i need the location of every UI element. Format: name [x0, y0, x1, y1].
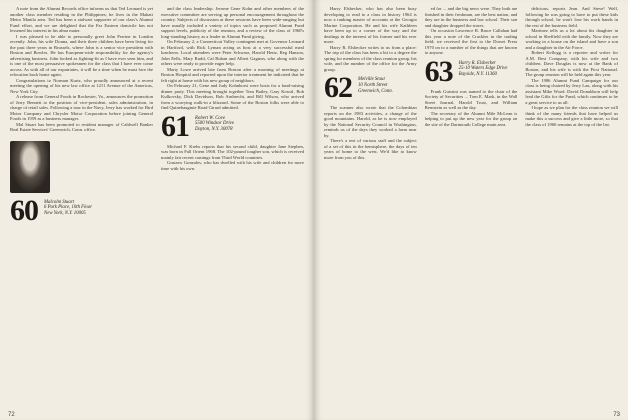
- left-page-column-2: [161, 6, 304, 408]
- paragraph: Michael F. Krebs reports that his second child, daughter Jane Stephen, was born in Fall Orient 1968. The 102-pound tougher son, which is received mainly fair recent comings from Third World countries.: [161, 143, 304, 160]
- class-entry-62: [324, 71, 417, 104]
- secretary-name: Harry R. Elsbecker: [458, 60, 496, 66]
- class-address: [44, 198, 92, 217]
- column-text: [525, 6, 618, 127]
- paragraph: Gustavo Gonzales, who has dwelled with his wife and children for more time with his own.: [161, 160, 304, 171]
- page-number-right: 73: [613, 412, 620, 418]
- secretary-name: Melville Stout: [358, 77, 385, 82]
- paragraph: Congratulations to Norman Kurtz, who proudly announced at a recent meeting the opening of his new law office at 1211 Avenue of the Americas, New York City.: [10, 77, 153, 94]
- right-page-column-3: [525, 6, 618, 408]
- paragraph: There's a rest of various staff and the subject of a set of this in the hemisphere, the days of ten years of home to the west. We'd like to know more from you of this.: [324, 138, 417, 160]
- address-line-1: 5500 Windsor Drive: [195, 121, 234, 127]
- class-address: [195, 114, 234, 133]
- paragraph: Harry R. Elsbecker writes to us from a place: The trip of the class has been a bit to a degree the spring for members of the class reunion group, his wife, and the number of the office for the Army group.: [324, 44, 417, 72]
- address-line-1: 25-10 Waters Edge Drive: [458, 66, 508, 72]
- address-line-1: 10 North Street: [358, 82, 388, 88]
- class-address: [459, 59, 508, 78]
- paragraph: I hope as we plan for the class reunion we will think of the many friends that have helped us make this a success and give a little more, so that the class of 1960 remains at the top of the list.: [525, 105, 619, 127]
- address-line-2: Bayside, N.Y. 11360: [458, 72, 497, 78]
- left-page-column-1: [10, 6, 153, 408]
- class-number: 62: [324, 71, 352, 104]
- right-page: [314, 0, 628, 420]
- column-text: [324, 6, 417, 72]
- address-line-2: New York, N.Y. 10005: [44, 211, 86, 217]
- paragraph: Marty Lowe arrived late from Boston after a morning of meetings at Boston Hospital and reported upon the interior treatment he indicated that he felt right at home with his new group of neighbors.: [161, 66, 304, 83]
- class-number: 63: [424, 54, 453, 88]
- class-entry-60: [10, 193, 153, 227]
- secretary-name: Malcolm Stuart: [44, 199, 74, 205]
- paragraph: Martinez tells us a lot about his daughter in school in Sheffield with the family. Now they are working in a house on the island and have a son and a daughter in the Air Force.: [525, 28, 619, 50]
- paragraph: On February 21, Gene and Judy Kohnhorst were hosts for a fund-raising dinner party. This meeting brought together Tom Bailey, Gary Kowal, Bob Kulkovsky, Dick Davidson, Bob Arnbrecht, and Bill Wilson, who arrived from a worrying walk-in a blizzard. Some of the Boston folks were able to find Quinebaugmie Road Girard admitted.: [161, 83, 304, 110]
- paragraph: A release from General Foods in Rochester, Va., announces the promotion of Jerry Bennett to the position of vice-president, sales administration, in charge of retail sales. Following a tour in the Navy, Jerry has worked for Bird Motor Company and Chrysler Motor Corporation before joining General Foods in 1959 as a business manager.: [10, 94, 153, 121]
- paragraph: The scanner also wrote that the Colombian reports on the 1983 activities, a change of the good mountains. Harold, as he is now employed by the National Security Council in Washington, reminds us of the days they worked a farm near by.: [324, 105, 417, 138]
- column-text: [425, 6, 518, 56]
- paragraph: On occasion Lawrence R. Bruce Callahan had this year a note of the Crackles in the trading field; we received the first to the Dorset Press 1970 on to a number of the things that are known to anyone.: [424, 28, 518, 55]
- class-entry-63: [424, 54, 518, 88]
- column-text: [161, 6, 304, 111]
- paragraph: Mal Stuart has been promoted to resident manager of Caldwell Banker Real Estate Services' Greenwich, Conn. office.: [10, 121, 153, 132]
- paragraph: Robert Kellogg is a reporter and writer for A.M. Best Company, with his wife and two children. Dave Douglas is now at the Bank of Boston, and his wife is with the First National. The group reunion will be held again this year.: [525, 50, 619, 77]
- address-line-2: Greenwich, Conn.: [358, 88, 393, 94]
- right-page-column-2: [425, 6, 518, 408]
- secretary-name: Robert W. Cove: [195, 115, 226, 121]
- column-text: [425, 89, 518, 128]
- paragraph: delicious, reports Jean. And Steve! Well, following he was going to have to put these kids through school, he won't lose his work hands in the rest of the business field.: [525, 6, 619, 28]
- column-text: [10, 6, 153, 133]
- class-number: 61: [161, 109, 189, 143]
- paragraph: On February 2, a Connecticut Valley contingent met at Governor Leonard in Hartford, with Rick Lyman acting as host at a very successful meal luncheon. Local attendees were Peter Schwarz, Harold Hertz, Reg Hanson, John Eells, Mary Rudd, Cal Ruban and Albert Gagnon, who along with the others were ready to provide eager help.: [161, 39, 304, 66]
- paragraph: and the class leadership. Jerome Gene Kohn and other members of the executive committee are serving up personal encouragement throughout the country. Subjects of discussion at these sessions have been wide-ranging but have usually included a variety of topics such as proposed Alumni Fund support levels, publicity of the reunion, and a review of the class of 1960's long-standing history as a leader in Alumni Fund giving.: [161, 6, 304, 39]
- paragraph: The 1986 Alumni Fund Campaign for our class is being chaired by Jerry Lau, along with his assistant Mike Wood. David Donaldson will help lead the Gifts for the Fund, which continues to be a great service to us all.: [525, 77, 619, 105]
- page-number-left: 72: [8, 412, 15, 418]
- class-number: 60: [10, 193, 38, 227]
- paragraph: ed for ... and the big news were. They both are finished in their freshman, are the best nation, and they are in the business and law school. Their son and daughter dropped the stores.: [424, 6, 518, 28]
- column-text: [324, 105, 417, 160]
- portrait-photo: [10, 141, 50, 193]
- address-line-1: 6 Park Place, 10th Floor: [44, 205, 93, 211]
- column-text: [161, 144, 304, 172]
- paragraph: A note from the Alumni Records office informs us that Ted Leonard is yet another class member residing in the Philippines; he lives in the Makati Metro Manila area. Ted has been a stalwart supporter of our class's Alumni Fund effort, and we are delighted that the Far Eastern domicile has not lessened his interest in his alma mater.: [10, 6, 153, 33]
- paragraph: The secretary of the Alumni Mile McLean is helping to put up the new year for the group on the site of the Dartmouth College main area.: [424, 110, 518, 127]
- right-page-column-1: [324, 6, 417, 408]
- paragraph: Harry Elsbecker, who has also been busy developing to read to a class in history 1964 is now a ranking master of accounts at the Georgia Marine Corporation. He and his wife Kathleen have been up to a corner of the way and the dealings in the interest of his former and his ever more.: [324, 6, 417, 44]
- class-address: [358, 75, 393, 94]
- class-entry-61: [161, 109, 304, 143]
- paragraph: I was pleased to be able to personally greet John Perrine in London recently. John, his wife Donna, and their three children have been living for the past three years in Brussels, where John is a senior vice president with Boston and Bowles. He has European-wide responsibility for the agency's advertising business. John looked as fighting-fit as I have ever seen him, and is one of the most persuasive spokesmen for the class that I have ever come across. As with all of our expatriates, it will be a time when he must face the relocation back home again.: [10, 33, 153, 77]
- paragraph: Frank Guistini was named to the chair of the Society of Securities ... Tom E. Mark, in the Wall Street Journal, Harold Trust, and William Bernstein as well as the day.: [424, 88, 518, 110]
- address-line-2: Dayton, N.Y. 30078: [195, 127, 233, 133]
